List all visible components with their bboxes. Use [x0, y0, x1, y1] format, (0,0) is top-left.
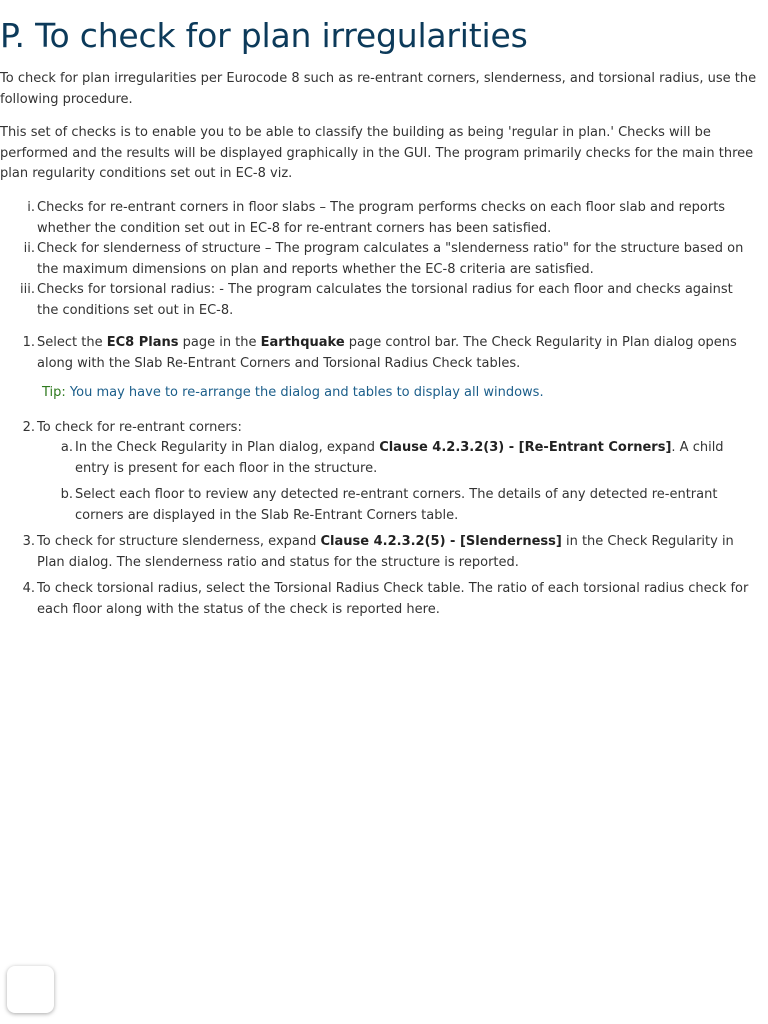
floating-widget-button[interactable] — [7, 966, 54, 1013]
condition-item — [0, 280, 758, 321]
list-marker: 2. — [22, 419, 35, 435]
condition-text: Checks for torsional radius: - The program calculates the torsional radius for each floor and checks against the conditions set out in EC-8. — [37, 282, 733, 318]
substep-text: In the Check Regularity in Plan dialog, expand Clause 4.2.3.2(3) - [Re-Entrant Corners]. A child entry is present for each floor in the structure. — [75, 440, 724, 476]
overview-paragraph: This set of checks is to enable you to be able to classify the building as being 'regular in plan.' Checks will be performed and the results will be displayed graphically in the GUI. The program primarily checks for the main three plan regularity conditions set out in EC-8 viz. — [0, 125, 754, 181]
list-marker: 3. — [22, 534, 35, 549]
condition-text: Check for slenderness of structure – The program calculates a "slenderness ratio" for the structure based on the maximum dimensions on plan and reports whether the EC-8 criteria are satisfied. — [37, 241, 744, 277]
list-marker: i. — [27, 200, 35, 215]
ui-term: Clause 4.2.3.2(3) - [Re-Entrant Corners] — [379, 440, 672, 455]
page-title: P. To check for plan irregularities — [0, 16, 528, 55]
ui-term: Clause 4.2.3.2(5) - [Slenderness] — [320, 534, 562, 549]
tip-note — [42, 383, 760, 404]
step-text: To check torsional radius, select the Torsional Radius Check table. The ratio of each torsional radius check for each floor along with the status of the check is reported here. — [37, 581, 749, 617]
condition-text: Checks for re-entrant corners in floor slabs – The program performs checks on each floor slab and reports whether the condition set out in EC-8 for re-entrant corners has been satisfied. — [37, 200, 726, 236]
substep-item — [37, 438, 760, 479]
step-item — [0, 333, 760, 404]
list-marker: 1. — [22, 335, 35, 350]
tip-label: Tip: — [42, 385, 66, 400]
list-marker: iii. — [20, 282, 35, 297]
condition-item — [0, 198, 758, 239]
ui-term: EC8 Plans — [106, 335, 179, 350]
list-marker: 4. — [22, 581, 35, 596]
step-text: Select the EC8 Plans page in the Earthquake page control bar. The Check Regularity in Plan dialog opens along with the Slab Re-Entrant Corners and Torsional Radius Check tables. — [37, 335, 737, 371]
substeps-list — [37, 438, 760, 526]
tip-text: You may have to re-arrange the dialog and tables to display all windows. — [65, 385, 544, 400]
condition-item — [0, 239, 758, 280]
intro-paragraph: To check for plan irregularities per Eurocode 8 such as re-entrant corners, slenderness, and torsional radius, use the following procedure. — [0, 71, 757, 107]
step-item — [0, 532, 760, 573]
substep-text: Select each floor to review any detected re-entrant corners. The details of any detected re-entrant corners are displayed in the Slab Re-Entrant Corners table. — [75, 487, 718, 523]
list-marker: a. — [60, 440, 73, 455]
list-marker: b. — [60, 487, 73, 502]
step-text: To check for structure slenderness, expand Clause 4.2.3.2(5) - [Slenderness] in the Check Regularity in Plan dialog. The slenderness ratio and status for the structure is reported. — [37, 534, 734, 570]
ui-term: Earthquake — [260, 335, 345, 350]
step-item — [0, 418, 760, 527]
step-text: To check for re-entrant corners: — [37, 419, 242, 435]
list-marker: ii. — [23, 241, 35, 256]
regularity-conditions-list — [0, 198, 758, 321]
substep-item — [37, 485, 760, 526]
procedure-steps — [0, 333, 760, 620]
step-item — [0, 579, 760, 620]
